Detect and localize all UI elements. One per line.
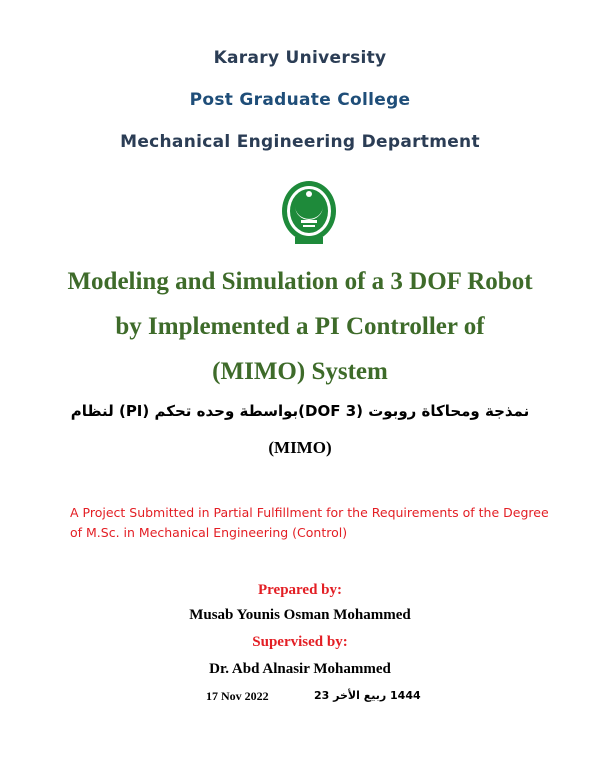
- author-name: Musab Younis Osman Mohammed: [189, 607, 411, 623]
- hijri-date: 1444 ربيع الأخر 23: [314, 689, 421, 702]
- arabic-title-line-1: نمذجة ومحاكاة روبوت (3 DOF)بواسطة وحده تحكم (PI) لنظام: [70, 402, 530, 420]
- arabic-title-line-2: (MIMO): [268, 438, 332, 457]
- college-name: Post Graduate College: [189, 90, 411, 110]
- university-name: Karary University: [213, 48, 387, 68]
- supervisor-name: Dr. Abd Alnasir Mohammed: [209, 661, 391, 677]
- prepared-by-label: Prepared by:: [257, 582, 343, 598]
- gregorian-date: 17 Nov 2022: [206, 689, 269, 703]
- department-name: Mechanical Engineering Department: [120, 132, 480, 152]
- title-line-2: by Implemented a PI Controller of: [115, 313, 485, 340]
- supervised-by-label: Supervised by:: [252, 634, 348, 650]
- university-emblem-icon: [281, 180, 337, 246]
- submission-statement: A Project Submitted in Partial Fulfillment for the Requirements of the Degree of M.Sc. in Mechanical Engineering (Control): [70, 505, 549, 540]
- title-line-3: (MIMO) System: [212, 358, 388, 385]
- title-line-1: Modeling and Simulation of a 3 DOF Robot: [67, 268, 533, 295]
